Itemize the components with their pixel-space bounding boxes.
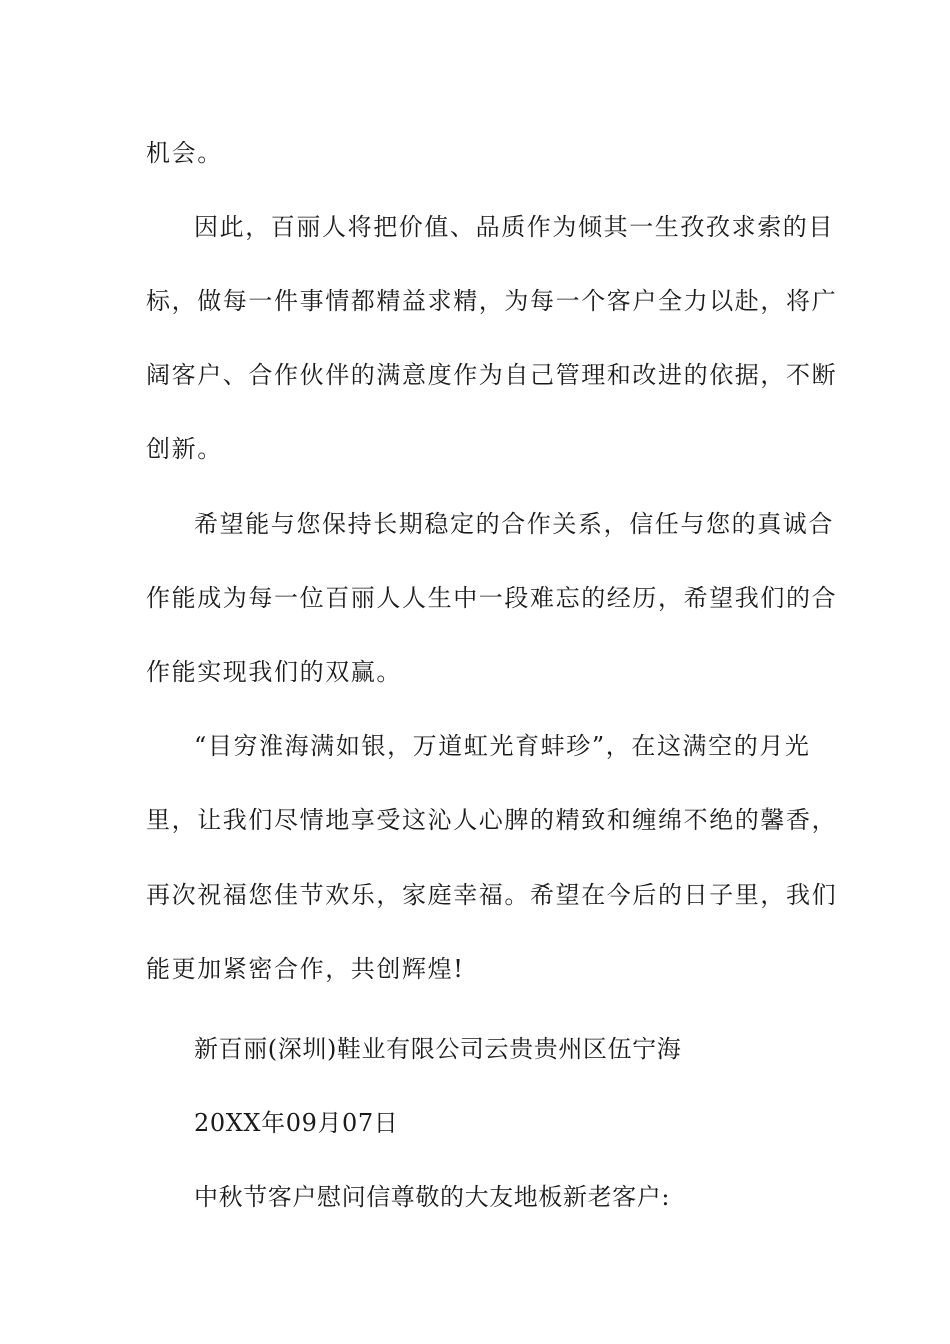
paragraph-2-line-3: 阔客户、合作伙伴的满意度作为自己管理和改进的依据，不断 (146, 361, 838, 389)
paragraph-3-line-2: 作能成为每一位百丽人人生中一段难忘的经历，希望我们的合 (146, 584, 838, 612)
paragraph-2-line-1: 因此，百丽人将把价值、品质作为倾其一生孜孜求索的目 (194, 213, 834, 241)
next-letter-heading: 中秋节客户慰问信尊敬的大友地板新老客户: (194, 1183, 671, 1211)
paragraph-3-line-1: 希望能与您保持长期稳定的合作关系，信任与您的真诚合 (194, 510, 834, 538)
paragraph-1-line-1: 机会。 (146, 139, 223, 167)
paragraph-4-line-3: 再次祝福您佳节欢乐，家庭幸福。希望在今后的日子里，我们 (146, 881, 838, 909)
paragraph-4-line-2: 里，让我们尽情地享受这沁人心脾的精致和缠绵不绝的馨香， (146, 806, 838, 834)
date: 20XX年09月07日 (194, 1109, 399, 1137)
paragraph-3-line-3: 作能实现我们的双赢。 (146, 658, 402, 686)
paragraph-2-line-4: 创新。 (146, 435, 223, 463)
paragraph-4-line-4: 能更加紧密合作，共创辉煌! (146, 955, 465, 983)
paragraph-2-line-2: 标，做每一件事情都精益求精，为每一个客户全力以赴，将广 (146, 287, 838, 315)
paragraph-4-line-1: “目穷淮海满如银，万道虹光育蚌珍”，在这满空的月光 (194, 732, 811, 760)
signature: 新百丽(深圳)鞋业有限公司云贵贵州区伍宁海 (194, 1035, 682, 1063)
